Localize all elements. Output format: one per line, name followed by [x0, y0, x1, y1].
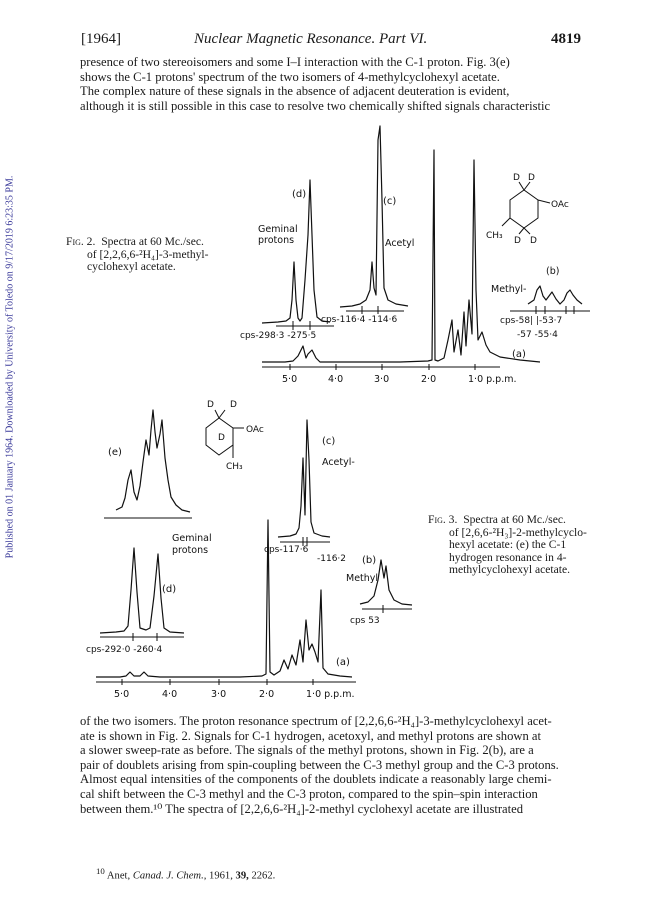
- text-line: cal shift between the C-3 methyl and the C-3 proton, compared to the spin–spin interaction: [80, 786, 538, 801]
- fig3-trace-e: [116, 410, 190, 512]
- download-note-text: Published on 01 January 1964. Downloaded by University of Toledo on 9/17/2019 6:23:35 PM.: [4, 175, 16, 559]
- fig3-label-geminal: Geminal: [172, 533, 212, 544]
- text-line: of the two isomers. The proton resonance spectrum of [2,2,6,6-²H₄]-3-methylcyclohexyl acet-: [80, 714, 552, 728]
- fig2-label-geminal: Geminal: [258, 224, 298, 235]
- footnote-journal: Canad. J. Chem.,: [132, 870, 207, 882]
- fig3-cps-b: cps 53: [350, 616, 380, 626]
- fig3-label-c: (c): [322, 436, 336, 447]
- fig3-bond: [219, 410, 225, 418]
- footnote-volume: 39,: [235, 870, 249, 882]
- bottom-paragraph: [80, 714, 596, 816]
- fig2-struct-oac: OAc: [551, 200, 569, 210]
- fig3-ppm-label: 1·0 p.p.m.: [306, 689, 355, 700]
- text-line: Almost equal intensities of the components of the doublets indicate a reasonably large chemi-: [80, 772, 552, 787]
- fig3-label-acetyl: Acetyl-: [322, 457, 355, 468]
- text-line: pair of doublets arising from spin-coupling between the C-3 methyl group and the C-3 protons.: [80, 757, 559, 772]
- fig2-cps-c: cps-116·4 -114·6: [321, 315, 398, 325]
- footnote-author: Anet,: [106, 870, 131, 882]
- fig3-cps-c2: -116·2: [317, 554, 347, 564]
- fig3-label-methyl: Methyl: [346, 573, 379, 584]
- fig3-struct-d: D: [207, 400, 214, 410]
- fig2-cps-b1: cps-58| |-53·7: [500, 316, 563, 326]
- fig3-ppm-label: 4·0: [162, 689, 178, 700]
- fig3-bond: [215, 410, 219, 418]
- fig2-struct-d: D: [514, 236, 521, 246]
- fig3-caption-label: Fig. 3.: [428, 513, 458, 526]
- fig3-struct-d: D: [230, 400, 237, 410]
- fig3-cps-c1: cps-117·6: [264, 545, 309, 555]
- fig3-struct-oac: OAc: [246, 425, 264, 435]
- footnote-year: 1961,: [209, 870, 233, 882]
- text-line: a slower sweep-rate as before. The signals of the methyl protons, shown in Fig. 2(b), are a: [80, 743, 534, 758]
- fig3-label-e: (e): [108, 447, 122, 458]
- fig3-ppm-label: 2·0: [259, 689, 275, 700]
- footnote-number: 10: [96, 866, 105, 876]
- text-line: shows the C-1 protons' spectrum of the two isomers of 4-methylcyclohexyl acetate.: [80, 69, 500, 84]
- fig2-struct-d: D: [528, 173, 535, 183]
- fig2-label-acetyl: Acetyl: [385, 238, 415, 249]
- text-line: ate is shown in Fig. 2. Signals for C-1 hydrogen, acetoxyl, and methyl protons are shown at: [80, 728, 542, 743]
- fig3-label-b: (b): [362, 555, 377, 566]
- fig3-struct-d: D: [218, 433, 225, 443]
- fig2-ppm-label: 3·0: [374, 374, 390, 385]
- fig2-ppm-label: 4·0: [328, 374, 344, 385]
- fig3-ppm-label: 3·0: [211, 689, 227, 700]
- text-line: although it is still possible in this case to resolve two chemically shifted signals characteristic: [80, 98, 551, 113]
- fig3-struct-ch3: CH₃: [226, 462, 243, 472]
- fig2-label-protons: protons: [258, 235, 295, 246]
- fig2-label-b: (b): [546, 266, 560, 277]
- footnote: [96, 866, 275, 882]
- fig2-cps-b2: -57 -55·4: [517, 330, 558, 340]
- running-title: Nuclear Magnetic Resonance. Part VI.: [194, 31, 428, 47]
- fig2-ppm-label: 1·0 p.p.m.: [468, 374, 517, 385]
- fig2-cps-d: cps-298·3 -275·5: [240, 331, 317, 341]
- fig3-label-protons: protons: [172, 545, 209, 556]
- fig3-caption-line: Spectra at 60 Mc./sec.: [463, 513, 566, 526]
- text-line: The complex nature of these signals in the absence of adjacent deuteration is evident,: [80, 84, 510, 99]
- page-number: 4819: [551, 31, 581, 47]
- fig2-struct-ch3: CH₃: [486, 231, 503, 241]
- fig2-label-c: (c): [383, 196, 397, 207]
- fig3-label-d: (d): [162, 584, 177, 595]
- text-line: between them.¹⁰ The spectra of [2,2,6,6-²H₄]-2-methyl cyclohexyl acetate are illustrated: [80, 801, 524, 816]
- fig2-label-d: (d): [292, 189, 307, 200]
- fig3-caption-line: methylcyclohexyl acetate.: [449, 563, 571, 577]
- fig3-caption-line: of [2,6,6-²H₃]-2-methylcyclo-: [449, 525, 587, 539]
- fig2-caption-line: Spectra at 60 Mc./sec.: [101, 235, 204, 248]
- fig2-label-methyl: Methyl-: [491, 284, 527, 295]
- fig2-ppm-label: 2·0: [421, 374, 437, 385]
- fig2-ppm-label: 5·0: [282, 374, 298, 385]
- text-line: presence of two stereoisomers and some I–I interaction with the C-1 proton. Fig. 3(e): [80, 55, 510, 69]
- fig3-caption-line: hydrogen resonance in 4-: [449, 550, 567, 564]
- fig2-struct-d: D: [530, 236, 537, 246]
- fig3-caption-line: hexyl acetate: (e) the C-1: [449, 538, 567, 552]
- fig3-cps-d: cps-292·0 -260·4: [86, 645, 163, 655]
- fig3-label-a: (a): [336, 657, 350, 668]
- fig2-caption-label: Fig. 2.: [66, 235, 96, 248]
- fig2-struct-d: D: [513, 173, 520, 183]
- header-year: [1964]: [81, 31, 121, 47]
- fig2-caption-line: of [2,2,6,6-²H₄]-3-methyl-: [87, 247, 209, 261]
- fig2-caption-line: cyclohexyl acetate.: [87, 260, 176, 274]
- footnote-page: 2262.: [251, 870, 276, 882]
- fig2-label-a: (a): [512, 349, 526, 360]
- fig3-ppm-label: 5·0: [114, 689, 130, 700]
